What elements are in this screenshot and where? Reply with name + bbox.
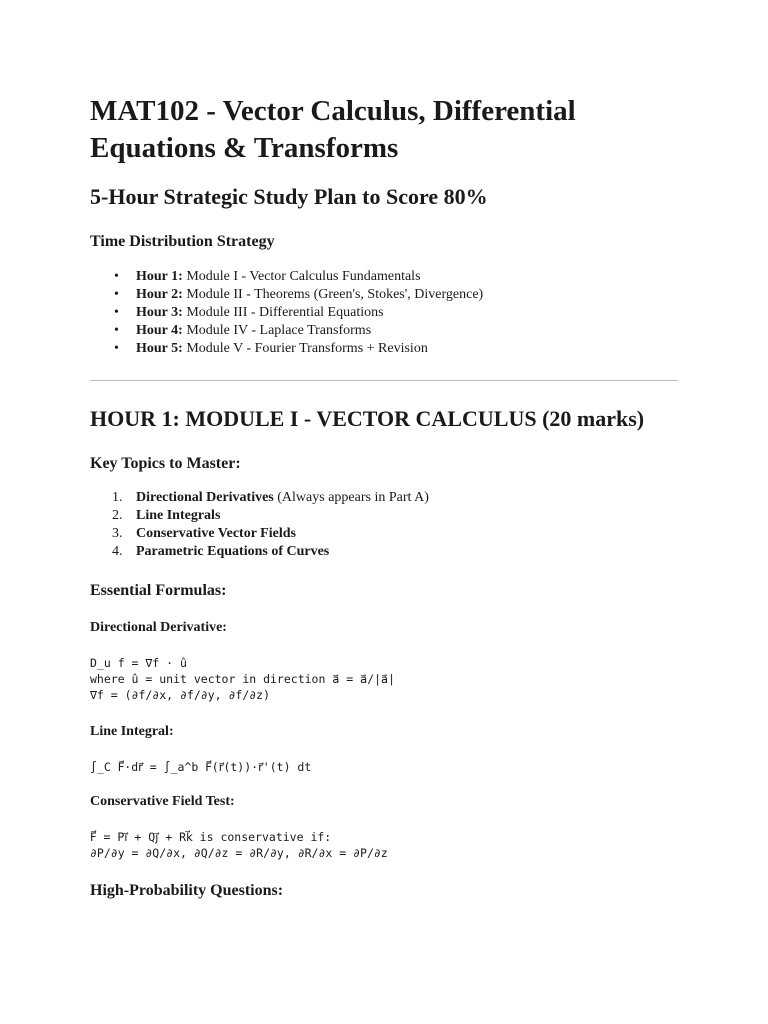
key-topics-heading: Key Topics to Master: [90,455,241,472]
list-item [112,507,678,525]
essential-formulas-heading: Essential Formulas: [90,582,227,599]
page-title: MAT102 - Vector Calculus, Differential Equations & Transforms [90,95,576,164]
hour-label: Hour 3: [136,305,183,320]
hour-label: Hour 4: [136,323,183,338]
hour-label: Hour 5: [136,341,183,356]
hours-list [90,252,678,358]
hour-text: Module II - Theorems (Green's, Stokes', Divergence) [182,287,484,302]
hour-text: Module III - Differential Equations [182,305,384,320]
hour-text: Module IV - Laplace Transforms [182,323,372,338]
hour1-heading: HOUR 1: MODULE I - VECTOR CALCULUS (20 marks) [90,406,645,431]
hour-text: Module V - Fourier Transforms + Revision [182,341,428,356]
list-item [136,340,678,358]
directional-derivative-code: D_u f = ∇f · û where û = unit vector in direction a⃗ = a⃗/|a⃗| ∇f = (∂f/∂x, ∂f/∂y, ∂f/∂z) [90,656,396,702]
list-item [136,304,678,322]
study-plan-subtitle: 5-Hour Strategic Study Plan to Score 80% [90,184,488,209]
hour-label: Hour 1: [136,269,183,284]
line-integral-code: ∫_C F⃗·dr⃗ = ∫_a^b F⃗(r⃗(t))·r⃗'(t) dt [90,760,312,774]
hour-label: Hour 2: [136,287,183,302]
topic-title: Parametric Equations of Curves [136,544,330,559]
high-probability-heading: High-Probability Questions: [90,882,284,899]
list-item [112,489,678,507]
time-distribution-heading: Time Distribution Strategy [90,233,275,250]
topics-list [90,474,678,561]
list-item [136,268,678,286]
topic-number: 3. [112,526,123,541]
topic-note: (Always appears in Part A) [273,490,429,505]
list-item [136,286,678,304]
directional-derivative-heading: Directional Derivative: [90,620,227,635]
conservative-field-heading: Conservative Field Test: [90,794,235,809]
topic-number: 1. [112,490,123,505]
list-item [136,322,678,340]
hour-text: Module I - Vector Calculus Fundamentals [182,269,421,284]
topic-title: Conservative Vector Fields [136,526,296,541]
list-item [112,525,678,543]
topic-title: Directional Derivatives [136,490,274,505]
conservative-field-code: F⃗ = Pi⃗ + Qj⃗ + Rk⃗ is conservative if: ∂P/∂y = ∂Q/∂x, ∂Q/∂z = ∂R/∂y, ∂R/∂x = ∂P/∂z [90,830,388,860]
line-integral-heading: Line Integral: [90,724,174,739]
topic-number: 2. [112,508,123,523]
topic-title: Line Integrals [136,508,221,523]
topic-number: 4. [112,544,123,559]
list-item [112,543,678,561]
